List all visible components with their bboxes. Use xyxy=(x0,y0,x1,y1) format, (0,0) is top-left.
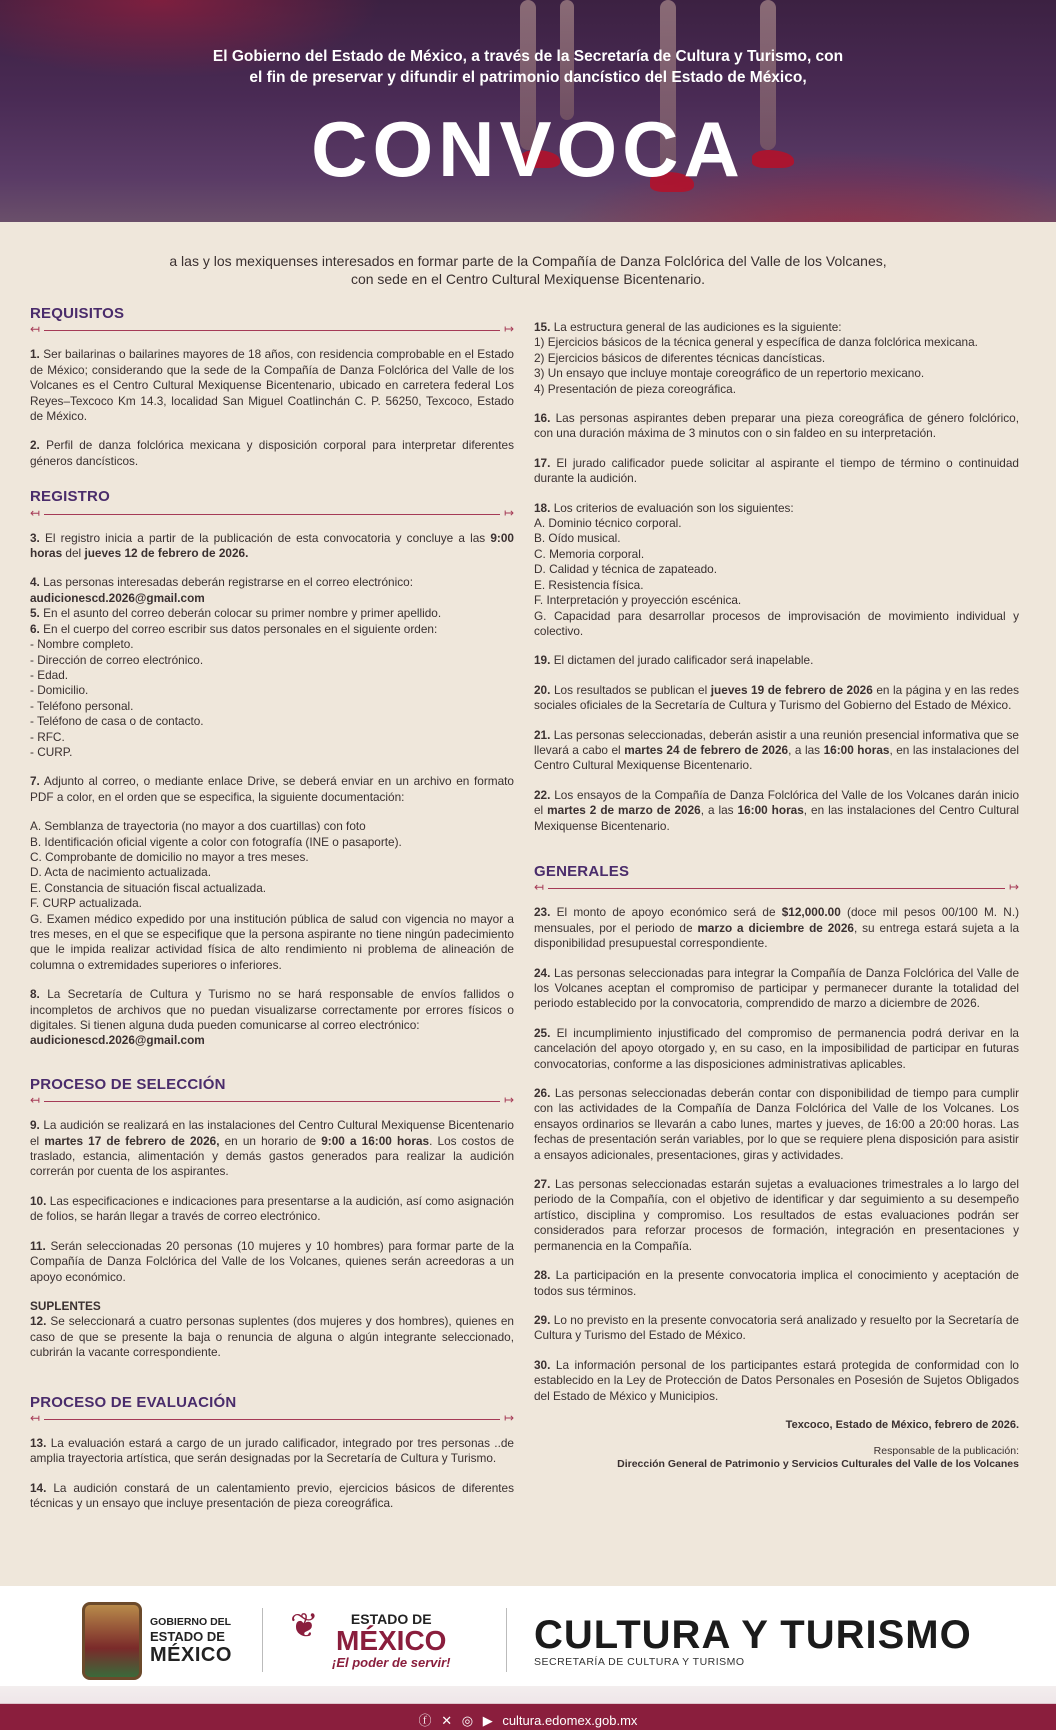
list-item: G. Capacidad para desarrollar procesos de improvisación de movimiento individual y colectivo. xyxy=(534,608,1019,638)
section-heading-generales: GENERALES xyxy=(534,862,630,880)
list-item: B. Identificación oficial vigente a color con fotografía (INE o pasaporte). xyxy=(30,834,402,849)
list-item: - Dirección de correo electrónico. xyxy=(30,652,204,667)
gobierno-logo xyxy=(150,1616,232,1666)
intro-line: el fin de preservar y difundir el patrimonio dancístico del Estado de México, xyxy=(249,69,807,86)
intro-line: El Gobierno del Estado de México, a través de la Secretaría de Cultura y Turismo, con xyxy=(212,48,844,65)
list-item: B. Oído musical. xyxy=(534,531,621,546)
item-text: La participación en la presente convocatoria implica el conocimiento y aceptación de todos sus términos. xyxy=(534,1268,1019,1298)
item-28: 28. La participación en la presente convocatoria implica el conocimiento y aceptación de todos sus términos. xyxy=(534,1268,1019,1298)
item-text: El jurado calificador puede solicitar al aspirante el tiempo de término o continuidad durante la audición. xyxy=(534,455,1019,486)
item-text: Perfil de danza folclórica mexicana y disposición corporal para interpretar diferentes géneros dancísticos. xyxy=(30,438,514,468)
item-bold: martes 17 de febrero de 2026, xyxy=(44,1133,220,1148)
list-item: A. Dominio técnico corporal. xyxy=(534,516,682,531)
item-text: Las personas seleccionadas para integrar la Compañía de Danza Folclórica del Valle de los Volcanes aceptan el compromiso de participar y permanecer durante la totalidad del periodo establecido por la convocatoria, comprendido de marzo a diciembre de 2026. xyxy=(534,965,1020,1011)
item-text: del xyxy=(65,546,82,561)
list-item: G. Examen médico expedido por una institución pública de salud con vigencia no mayor a tres meses, en el que se especifique que la persona aspirante no tiene ningún padecimiento que le impida realizar actividad física de alto rendimiento ni problema de alineación de columna o extremidades superiores o inferiores. xyxy=(30,911,514,972)
item-24: 24. Las personas seleccionadas para integrar la Compañía de Danza Folclórica del Valle de los Volcanes aceptan el compromiso de participar y permanecer durante la totalidad del periodo establecido por la convocatoria, comprendido de marzo a diciembre de 2026. xyxy=(534,965,1020,1011)
item-6: 6. En el cuerpo del correo escribir sus datos personales en el siguiente orden: xyxy=(30,621,438,636)
section-divider: ↤ ↦ xyxy=(30,1410,514,1425)
item-bold: martes 2 de marzo de 2026 xyxy=(547,803,701,818)
item-text: en un horario de xyxy=(224,1133,317,1148)
suplentes-heading: SUPLENTES xyxy=(30,1298,101,1313)
list-item: 2) Ejercicios básicos de diferentes técnicas dancísticas. xyxy=(534,350,826,365)
item-text: , a las xyxy=(700,803,734,818)
item-text: El dictamen del jurado calificador será inapelable. xyxy=(553,653,814,668)
section-heading-evaluacion: PROCESO DE EVALUACIÓN xyxy=(30,1393,237,1411)
email-link[interactable]: audicionescd.2026@gmail.com xyxy=(30,590,205,605)
item-bold: $12,000.00 xyxy=(781,905,841,920)
item-text: La audición se realizará en las instalaciones del Centro Cultural Mexiquense Bicentenario el xyxy=(30,1118,514,1148)
list-item: C. Memoria corporal. xyxy=(534,546,645,561)
place-date: Texcoco, Estado de México, febrero de 2026. xyxy=(785,1418,1019,1431)
responsible-name: Dirección General de Patrimonio y Servicios Culturales del Valle de los Volcanes xyxy=(617,1458,1019,1471)
item-text: , en las instalaciones del Centro Cultural Mexiquense Bicentenario. xyxy=(534,803,1020,833)
item-1: 1. Ser bailarinas o bailarines mayores de 18 años, con residencia comprobable en el Estado de México; considerando que la sede de la Compañía de Danza Folclórica del Valle de los Volcanes es el Centro Cultural Mexiquense Bicentenario, ubicado en carretera federal Los Reyes–Texcoco Km 14.3, localidad San Miguel Coatlinchán C. P. 56250, Texcoco, Estado de México. xyxy=(30,347,514,424)
cyt-subtitle: SECRETARÍA DE CULTURA Y TURISMO xyxy=(534,1656,745,1668)
item-text: , a las xyxy=(788,742,821,757)
item-22: 22. Los ensayos de la Compañía de Danza Folclórica del Valle de los Volcanes darán inicio el martes 2 de marzo de 2026, a las 16:00 horas, en las instalaciones del Centro Cultural Mexiquense Bicentenario. xyxy=(534,787,1020,833)
section-divider: ↤ ↦ xyxy=(534,880,1019,895)
item-text: , su entrega estará sujeta a la disponibilidad presupuestal correspondiente. xyxy=(534,920,1020,951)
item-14: 14. La audición constará de un calentamiento previo, ejercicios básicos de diferentes técnicas y un ensayo que incluye presentación de pieza coreográfica. xyxy=(30,1480,514,1511)
subtitle xyxy=(0,252,1056,288)
section-divider: ↤ ↦ xyxy=(30,322,514,337)
x-icon[interactable]: ✕ xyxy=(441,1713,453,1728)
item-19: 19. El dictamen del jurado calificador será inapelable. xyxy=(534,653,814,668)
item-text: Adjunto al correo, o mediante enlace Drive, se deberá enviar en un archivo en formato PDF a color, en el orden que se especifica, la siguiente documentación: xyxy=(30,774,514,804)
item-4: 4. Las personas interesadas deberán registrarse en el correo electrónico: audicionescd.2026@gmail.com xyxy=(30,575,413,605)
item-text: La estructura general de las audiciones es la siguiente: xyxy=(553,320,842,334)
item-text: Los criterios de evaluación son los siguientes: xyxy=(553,500,794,515)
edo-line: ESTADO DE xyxy=(350,1611,432,1627)
facebook-icon[interactable]: ⓕ xyxy=(418,1713,432,1728)
item-text: Serán seleccionadas 20 personas (10 mujeres y 10 hombres) para formar parte de la Compañía de Danza Folclórica del Valle de los Volcanes, quienes serán acreedoras a un apoyo económico. xyxy=(30,1238,514,1284)
item-21: 21. Las personas seleccionadas, deberán asistir a una reunión presencial informativa que se llevará a cabo el martes 24 de febrero de 2026, a las 16:00 horas, en las instalaciones del Centro Cultural Mexiquense Bicentenario. xyxy=(534,727,1019,773)
item-text: Lo no previsto en la presente convocatoria será analizado y resuelto por la Secretaría de Cultura y Turismo del Estado de México. xyxy=(534,1312,1019,1343)
list-item: E. Resistencia física. xyxy=(534,577,644,592)
list-item: D. Acta de nacimiento actualizada. xyxy=(30,865,211,880)
item-text: Los ensayos de la Compañía de Danza Folclórica del Valle de los Volcanes darán inicio el xyxy=(534,787,1020,818)
item-text: Los resultados se publican el xyxy=(553,682,708,697)
item-text: Las personas interesadas deberán registrarse en el correo electrónico: xyxy=(43,575,413,590)
item-text: Las personas seleccionadas estarán sujetas a evaluaciones trimestrales a lo largo del periodo de la Compañía, con el objetivo de identificar y dar seguimiento a su desempeño artístico, disciplina y compromiso. Los resultados de estas evaluaciones podrán ser considerados para reforzar procesos de formación, integración en presentaciones y permanencia en la Compañía. xyxy=(534,1177,1019,1253)
email-link[interactable]: audicionescd.2026@gmail.com xyxy=(30,1033,205,1048)
list-item: A. Semblanza de trayectoria (no mayor a dos cuartillas) con foto xyxy=(30,819,366,834)
gob-line: ESTADO DE xyxy=(150,1629,225,1644)
youtube-icon[interactable]: ▶ xyxy=(482,1713,493,1728)
subtitle-line: a las y los mexiquenses interesados en formar parte de la Compañía de Danza Folclórica del Valle de los Volcanes, xyxy=(169,253,887,269)
gob-line: GOBIERNO DEL xyxy=(150,1616,232,1628)
item-bold: marzo a diciembre de 2026 xyxy=(697,920,854,935)
list-item: 4) Presentación de pieza coreográfica. xyxy=(534,381,736,396)
cultura-turismo-logo xyxy=(534,1614,972,1668)
item-bold: jueves 12 de febrero de 2026. xyxy=(84,546,249,561)
item-15: 15. La estructura general de las audiciones es la siguiente: xyxy=(534,320,842,334)
item-text: Las personas seleccionadas, deberán asistir a una reunión presencial informativa que se llevará a cabo el xyxy=(534,727,1019,757)
edo-slogan: ¡El poder de servir! xyxy=(332,1655,451,1670)
item-23: 23. El monto de apoyo económico será de $12,000.00 (doce mil pesos 00/100 M. N.) mensuales, por el periodo de marzo a diciembre de 2026, su entrega estará sujeta a la disponibilidad presupuestal correspondiente. xyxy=(534,905,1020,951)
item-text: La audición constará de un calentamiento previo, ejercicios básicos de diferentes técnicas y un ensayo que incluye presentación de pieza coreográfica. xyxy=(30,1480,514,1511)
list-item: - Teléfono personal. xyxy=(30,698,134,713)
item-2: 2. Perfil de danza folclórica mexicana y disposición corporal para interpretar diferentes géneros dancísticos. xyxy=(30,438,514,468)
logo-separator xyxy=(506,1608,507,1672)
list-item: - Nombre completo. xyxy=(30,637,134,652)
section-heading-seleccion: PROCESO DE SELECCIÓN xyxy=(30,1075,226,1093)
item-text: La Secretaría de Cultura y Turismo no se hará responsable de envíos fallidos o incompletos de archivos que no puedan visualizarse correctamente por errores físicos o digitales. Si tienen alguna duda pueden comunicarse al correo electrónico: xyxy=(30,987,514,1033)
item-text: El incumplimiento injustificado del compromiso de permanencia podrá derivar en la cancelación del apoyo otorgado y, en su caso, en la imposibilidad de participar en futuras convocatorias, conforme a las disposiciones administrativas aplicables. xyxy=(534,1025,1019,1071)
hummingbird-icon: ❦ xyxy=(290,1607,319,1645)
item-text: En el asunto del correo deberán colocar su primer nombre y primer apellido. xyxy=(43,606,442,621)
item-26: 26. Las personas seleccionadas deberán contar con disponibilidad de tiempo para cumplir con las actividades de la Compañía de Danza Folclórica del Valle de los Volcanes. Los ensayos ordinarios se llevarán a cabo lunes, martes y jueves, de 16:00 a 20:00 horas. Las fechas de presentación serán variables, por lo que se requiere plena disposición para asistir a ensayos adicionales, presentaciones, giras y actividades. xyxy=(534,1086,1020,1162)
item-bold: jueves 19 de febrero de 2026 xyxy=(710,682,873,697)
page-title: CONVOCA xyxy=(311,105,745,193)
item-text: Ser bailarinas o bailarines mayores de 18 años, con residencia comprobable en el Estado de México; considerando que la sede de la Compañía de Danza Folclórica del Valle de los Volcanes es el Centro Cultural Mexiquense Bicentenario, ubicado en carretera federal Los Reyes–Texcoco Km 14.3, localidad San Miguel Coatlinchán C. P. 56250, Texcoco, Estado de México. xyxy=(30,347,514,424)
gob-line: MÉXICO xyxy=(150,1644,232,1666)
right-column xyxy=(534,320,1019,1471)
item-bold: 9:00 a 16:00 horas xyxy=(321,1133,430,1148)
item-text: La información personal de los participantes estará protegida de conformidad con lo establecido en la Ley de Protección de Datos Personales en Posesión de Sujetos Obligados del Estado de México y Municipios. xyxy=(534,1357,1019,1403)
item-16: 16. Las personas aspirantes deben preparar una pieza coreográfica de género folclórico, con una duración máxima de 3 minutos con o sin faldeo en su interpretación. xyxy=(534,411,1020,441)
item-5: 5. En el asunto del correo deberán colocar su primer nombre y primer apellido. xyxy=(30,606,442,621)
list-item: - Teléfono de casa o de contacto. xyxy=(30,714,204,729)
item-text: La evaluación estará a cargo de un jurado calificador, integrado por tres personas ..de amplia trayectoria artística, que serán designadas por la Secretaría de Cultura y Turismo. xyxy=(30,1435,514,1466)
item-29: 29. Lo no previsto en la presente convocatoria será analizado y resuelto por la Secretaría de Cultura y Turismo del Estado de México. xyxy=(534,1312,1019,1343)
item-text: Las personas seleccionadas deberán contar con disponibilidad de tiempo para cumplir con las actividades de la Compañía de Danza Folclórica del Valle de los Volcanes. Los ensayos ordinarios se llevarán a cabo lunes, martes y jueves, de 16:00 a 20:00 horas. Las fechas de presentación serán variables, por lo que se requiere plena disposición para asistir a ensayos adicionales, presentaciones, giras y actividades. xyxy=(534,1086,1020,1162)
item-18: 18. Los criterios de evaluación son los siguientes: xyxy=(534,500,794,515)
hero-intro xyxy=(0,46,1056,88)
item-9: 9. La audición se realizará en las instalaciones del Centro Cultural Mexiquense Bicentenario el martes 17 de febrero de 2026, en un horario de 9:00 a 16:00 horas. Los costos de traslado, estancia, alimentación y demás gastos generados para realizar la audición correrán por cuenta de los aspirantes. xyxy=(30,1118,515,1179)
personal-data-list xyxy=(30,637,514,760)
list-item: D. Calidad y técnica de zapateado. xyxy=(534,562,717,577)
item-bold: 9:00 horas xyxy=(30,530,514,561)
list-item: E. Constancia de situación fiscal actualizada. xyxy=(30,880,267,895)
section-heading-requisitos: REQUISITOS xyxy=(30,305,125,322)
list-item: F. CURP actualizada. xyxy=(30,896,142,911)
website-row xyxy=(0,1710,1056,1729)
left-column xyxy=(30,306,514,1526)
state-seal-logo xyxy=(82,1602,142,1680)
section-divider: ↤ ↦ xyxy=(30,1093,514,1108)
item-17: 17. El jurado calificador puede solicitar al aspirante el tiempo de término o continuidad durante la audición. xyxy=(534,455,1019,486)
website-link[interactable]: cultura.edomex.gob.mx xyxy=(502,1713,638,1728)
item-text: Las especificaciones e indicaciones para presentarse a la audición, así como asignación de folios, se harán llegar a través de correo electrónico. xyxy=(30,1193,514,1224)
item-12: 12. Se seleccionará a cuatro personas suplentes (dos mujeres y dos hombres), quienes en caso de que se presente la baja o renuncia de alguna o algún integrante seleccionado, cubrirán la vacante correspondiente. xyxy=(30,1314,514,1360)
item-text: En el cuerpo del correo escribir sus datos personales en el siguiente orden: xyxy=(43,621,438,636)
edo-line: MÉXICO xyxy=(336,1625,447,1656)
item-11: 11. Serán seleccionadas 20 personas (10 mujeres y 10 hombres) para formar parte de la Compañía de Danza Folclórica del Valle de los Volcanes, quienes serán acreedoras a un apoyo económico. xyxy=(30,1238,514,1284)
responsible-label: Responsable de la publicación: xyxy=(873,1445,1019,1458)
instagram-icon[interactable]: ◎ xyxy=(461,1713,474,1728)
item-bold: 16:00 horas xyxy=(823,742,890,757)
estado-de-mexico-logo xyxy=(332,1612,450,1670)
list-item: - Edad. xyxy=(30,667,69,682)
item-8: 8. La Secretaría de Cultura y Turismo no se hará responsable de envíos fallidos o incompletos de archivos que no puedan visualizarse correctamente por errores físicos o digitales. Si tienen alguna duda pueden comunicarse al correo electrónico: audicionescd.2026@gmail.com xyxy=(30,987,514,1048)
item-text: El registro inicia a partir de la publicación de esta convocatoria y concluye a las xyxy=(45,530,486,545)
cyt-title: CULTURA Y TURISMO xyxy=(534,1613,972,1657)
logo-separator xyxy=(262,1608,263,1672)
item-20: 20. Los resultados se publican el jueves 19 de febrero de 2026 en la página y en las redes sociales oficiales de la Secretaría de Cultura y Turismo del Gobierno del Estado de México. xyxy=(534,682,1020,713)
item-text: . Los costos de traslado, estancia, alimentación y demás gastos generados para realizar la audición correrán por cuenta de los aspirantes. xyxy=(30,1133,515,1179)
list-item: - RFC. xyxy=(30,729,65,744)
criteria-list xyxy=(534,516,1019,639)
item-27: 27. Las personas seleccionadas estarán sujetas a evaluaciones trimestrales a lo largo del periodo de la Compañía, con el objetivo de identificar y dar seguimiento a su desempeño artístico, disciplina y compromiso. Los resultados de estas evaluaciones podrán ser considerados para reforzar procesos de formación, integración en presentaciones y permanencia en la Compañía. xyxy=(534,1177,1019,1253)
list-item: F. Interpretación y proyección escénica. xyxy=(534,593,742,608)
item-text: Se seleccionará a cuatro personas suplentes (dos mujeres y dos hombres), quienes en caso de que se presente la baja o renuncia de alguna o algún integrante seleccionado, cubrirán la vacante correspondiente. xyxy=(30,1314,514,1360)
item-13: 13. La evaluación estará a cargo de un jurado calificador, integrado por tres personas ..de amplia trayectoria artística, que serán designadas por la Secretaría de Cultura y Turismo. xyxy=(30,1435,514,1466)
list-item: 3) Un ensayo que incluye montaje coreográfico de un repertorio mexicano. xyxy=(534,366,925,381)
subtitle-line: con sede en el Centro Cultural Mexiquense Bicentenario. xyxy=(350,271,706,287)
item-3: 3. El registro inicia a partir de la publicación de esta convocatoria y concluye a las 9:00 horas del jueves 12 de febrero de 2026. xyxy=(30,530,514,561)
item-text: Las personas aspirantes deben preparar una pieza coreográfica de género folclórico, con una duración máxima de 3 minutos con o sin faldeo en su interpretación. xyxy=(534,411,1020,441)
list-item: C. Comprobante de domicilio no mayor a tres meses. xyxy=(30,849,309,864)
item-30: 30. La información personal de los participantes estará protegida de conformidad con lo establecido en la Ley de Protección de Datos Personales en Posesión de Sujetos Obligados del Estado de México y Municipios. xyxy=(534,1357,1019,1403)
item-text: El monto de apoyo económico será de xyxy=(556,905,776,920)
item-25: 25. El incumplimiento injustificado del compromiso de permanencia podrá derivar en la cancelación del apoyo otorgado y, en su caso, en la imposibilidad de participar en futuras convocatorias, conforme a las disposiciones administrativas aplicables. xyxy=(534,1025,1019,1071)
item-text: (doce mil pesos 00/100 M. N.) mensuales, por el periodo de xyxy=(534,905,1020,935)
list-item: - CURP. xyxy=(30,744,73,759)
list-item: 1) Ejercicios básicos de la técnica general y específica de danza folclórica mexicana. xyxy=(534,335,978,350)
audition-structure-list xyxy=(534,335,1019,397)
list-item: - Domicilio. xyxy=(30,683,89,698)
documents-list xyxy=(30,819,514,973)
item-10: 10. Las especificaciones e indicaciones para presentarse a la audición, así como asignación de folios, se harán llegar a través de correo electrónico. xyxy=(30,1193,514,1224)
hero-banner xyxy=(0,0,1056,222)
section-heading-registro: REGISTRO xyxy=(30,488,110,506)
item-7: 7. Adjunto al correo, o mediante enlace Drive, se deberá enviar en un archivo en formato PDF a color, en el orden que se especifica, la siguiente documentación: xyxy=(30,774,514,804)
item-bold: 16:00 horas xyxy=(737,803,804,818)
section-divider: ↤ ↦ xyxy=(30,505,514,520)
item-text: , en las instalaciones del Centro Cultural Mexiquense Bicentenario. xyxy=(534,742,1019,773)
item-text: en la página y en las redes sociales oficiales de la Secretaría de Cultura y Turismo del Gobierno del Estado de México. xyxy=(534,682,1020,713)
item-bold: martes 24 de febrero de 2026 xyxy=(624,742,789,757)
